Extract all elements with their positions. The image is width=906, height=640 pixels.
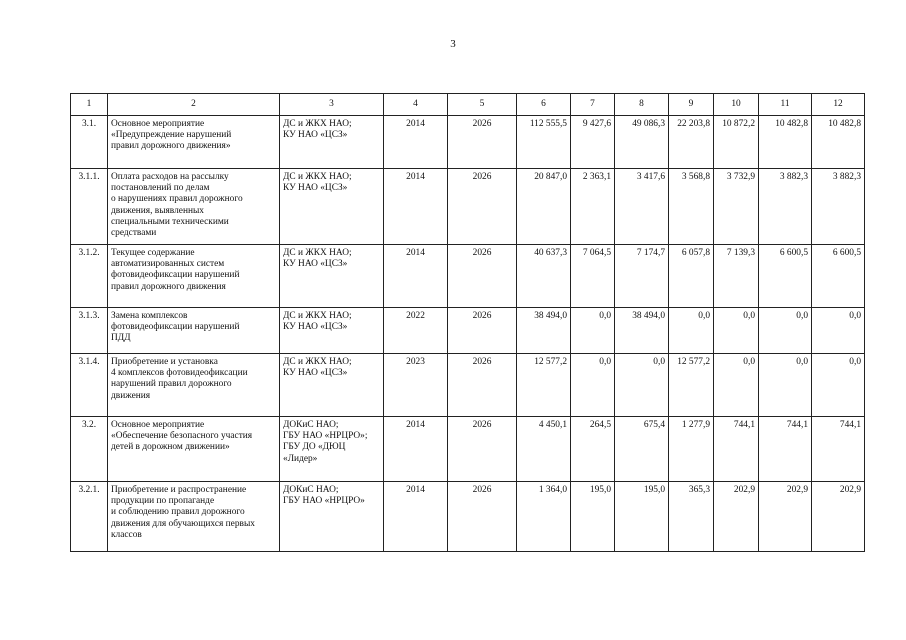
header-cell: 8 <box>615 94 669 116</box>
amount-col-9: 0,0 <box>669 308 714 354</box>
start-year: 2022 <box>384 308 448 354</box>
amount-col-11: 744,1 <box>759 417 812 482</box>
executor: ДС и ЖКХ НАО; КУ НАО «ЦСЗ» <box>280 354 384 417</box>
end-year: 2026 <box>448 245 517 308</box>
row-number: 3.2.1. <box>71 482 108 552</box>
row-number: 3.1.2. <box>71 245 108 308</box>
amount-col-8: 49 086,3 <box>615 116 669 169</box>
table-row <box>71 116 865 169</box>
header-cell: 1 <box>71 94 108 116</box>
start-year: 2014 <box>384 169 448 245</box>
table-row <box>71 417 865 482</box>
measure-name: Оплата расходов на рассылку постановлений по делам о нарушениях правил дорожного движения, выявленных специальными техническими средствами <box>108 169 280 245</box>
amount-col-10: 7 139,3 <box>714 245 759 308</box>
executor: ДОКиС НАО; ГБУ НАО «НРЦРО»; ГБУ ДО «ДЮЦ «Лидер» <box>280 417 384 482</box>
total-amount: 4 450,1 <box>517 417 571 482</box>
row-number: 3.2. <box>71 417 108 482</box>
total-amount: 20 847,0 <box>517 169 571 245</box>
start-year: 2014 <box>384 116 448 169</box>
amount-col-10: 3 732,9 <box>714 169 759 245</box>
measure-name: Приобретение и распространение продукции по пропаганде и соблюдению правил дорожного движения для обучающихся первых классов <box>108 482 280 552</box>
amount-col-9: 6 057,8 <box>669 245 714 308</box>
measure-name: Текущее содержание автоматизированных систем фотовидеофиксации нарушений правил дорожного движения <box>108 245 280 308</box>
amount-col-10: 0,0 <box>714 308 759 354</box>
amount-col-12: 202,9 <box>812 482 865 552</box>
start-year: 2014 <box>384 482 448 552</box>
header-cell: 10 <box>714 94 759 116</box>
amount-col-9: 22 203,8 <box>669 116 714 169</box>
amount-col-12: 0,0 <box>812 308 865 354</box>
row-number: 3.1.3. <box>71 308 108 354</box>
amount-col-7: 0,0 <box>571 354 615 417</box>
row-number: 3.1. <box>71 116 108 169</box>
end-year: 2026 <box>448 308 517 354</box>
amount-col-9: 3 568,8 <box>669 169 714 245</box>
amount-col-10: 202,9 <box>714 482 759 552</box>
table-row <box>71 245 865 308</box>
header-row <box>71 94 865 116</box>
executor: ДС и ЖКХ НАО; КУ НАО «ЦСЗ» <box>280 169 384 245</box>
amount-col-12: 0,0 <box>812 354 865 417</box>
header-cell: 3 <box>280 94 384 116</box>
start-year: 2014 <box>384 417 448 482</box>
header-cell: 7 <box>571 94 615 116</box>
header-cell: 2 <box>108 94 280 116</box>
header-cell: 6 <box>517 94 571 116</box>
amount-col-11: 3 882,3 <box>759 169 812 245</box>
page-number: 3 <box>450 38 456 50</box>
total-amount: 1 364,0 <box>517 482 571 552</box>
amount-col-8: 3 417,6 <box>615 169 669 245</box>
start-year: 2014 <box>384 245 448 308</box>
end-year: 2026 <box>448 169 517 245</box>
header-cell: 4 <box>384 94 448 116</box>
amount-col-8: 7 174,7 <box>615 245 669 308</box>
amount-col-11: 6 600,5 <box>759 245 812 308</box>
amount-col-7: 7 064,5 <box>571 245 615 308</box>
executor: ДС и ЖКХ НАО; КУ НАО «ЦСЗ» <box>280 308 384 354</box>
table-row <box>71 308 865 354</box>
amount-col-11: 202,9 <box>759 482 812 552</box>
end-year: 2026 <box>448 417 517 482</box>
amount-col-7: 195,0 <box>571 482 615 552</box>
amount-col-11: 0,0 <box>759 354 812 417</box>
end-year: 2026 <box>448 354 517 417</box>
header-cell: 9 <box>669 94 714 116</box>
amount-col-9: 365,3 <box>669 482 714 552</box>
total-amount: 12 577,2 <box>517 354 571 417</box>
row-number: 3.1.4. <box>71 354 108 417</box>
table-row <box>71 169 865 245</box>
amount-col-12: 744,1 <box>812 417 865 482</box>
row-number: 3.1.1. <box>71 169 108 245</box>
executor: ДС и ЖКХ НАО; КУ НАО «ЦСЗ» <box>280 245 384 308</box>
amount-col-7: 9 427,6 <box>571 116 615 169</box>
amount-col-12: 10 482,8 <box>812 116 865 169</box>
amount-col-11: 10 482,8 <box>759 116 812 169</box>
amount-col-9: 12 577,2 <box>669 354 714 417</box>
amount-col-8: 195,0 <box>615 482 669 552</box>
total-amount: 112 555,5 <box>517 116 571 169</box>
measures-table <box>70 93 865 552</box>
header-cell: 11 <box>759 94 812 116</box>
amount-col-11: 0,0 <box>759 308 812 354</box>
amount-col-7: 264,5 <box>571 417 615 482</box>
amount-col-10: 0,0 <box>714 354 759 417</box>
executor: ДОКиС НАО; ГБУ НАО «НРЦРО» <box>280 482 384 552</box>
amount-col-7: 0,0 <box>571 308 615 354</box>
header-cell: 5 <box>448 94 517 116</box>
measure-name: Замена комплексов фотовидеофиксации нарушений ПДД <box>108 308 280 354</box>
amount-col-7: 2 363,1 <box>571 169 615 245</box>
total-amount: 38 494,0 <box>517 308 571 354</box>
start-year: 2023 <box>384 354 448 417</box>
amount-col-9: 1 277,9 <box>669 417 714 482</box>
end-year: 2026 <box>448 482 517 552</box>
measure-name: Приобретение и установка 4 комплексов фотовидеофиксации нарушений правил дорожного движения <box>108 354 280 417</box>
table-row <box>71 482 865 552</box>
total-amount: 40 637,3 <box>517 245 571 308</box>
table-row <box>71 354 865 417</box>
measure-name: Основное мероприятие «Предупреждение нарушений правил дорожного движения» <box>108 116 280 169</box>
amount-col-10: 744,1 <box>714 417 759 482</box>
end-year: 2026 <box>448 116 517 169</box>
header-cell: 12 <box>812 94 865 116</box>
executor: ДС и ЖКХ НАО; КУ НАО «ЦСЗ» <box>280 116 384 169</box>
amount-col-12: 3 882,3 <box>812 169 865 245</box>
amount-col-8: 675,4 <box>615 417 669 482</box>
amount-col-8: 0,0 <box>615 354 669 417</box>
amount-col-8: 38 494,0 <box>615 308 669 354</box>
amount-col-10: 10 872,2 <box>714 116 759 169</box>
measure-name: Основное мероприятие «Обеспечение безопасного участия детей в дорожном движении» <box>108 417 280 482</box>
amount-col-12: 6 600,5 <box>812 245 865 308</box>
